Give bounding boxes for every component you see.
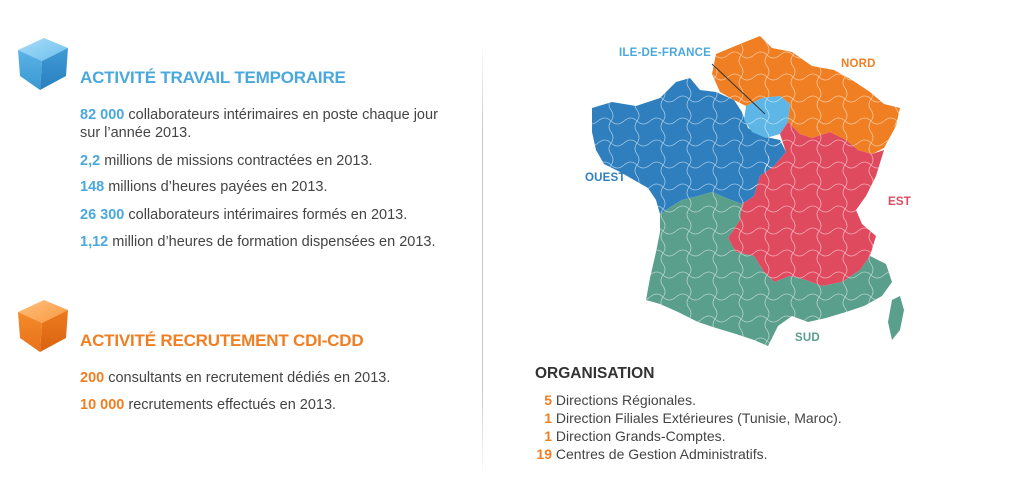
stat-item: 2,2 millions de missions contractées en 2013. [80,153,373,169]
org-item: 1 Direction Grands-Comptes. [544,428,726,444]
section-title-travail-temporaire: ACTIVITÉ TRAVAIL TEMPORAIRE [80,68,346,87]
org-item: 19 Centres de Gestion Administratifs. [536,446,768,462]
region-label-nord: NORD [841,58,876,70]
stat-item: 1,12 million d’heures de formation dispensées en 2013. [80,234,436,250]
section-title-recrutement: ACTIVITÉ RECRUTEMENT CDI-CDD [80,331,364,350]
divider [482,40,483,480]
region-sud-corse [888,296,904,340]
stat-item: 82 000 collaborateurs intérimaires en poste chaque jour sur l’année 2013. [80,107,438,141]
org-item: 1 Direction Filiales Extérieures (Tunisie, Maroc). [544,410,842,426]
stat-item: 10 000 recrutements effectués en 2013. [80,397,337,413]
region-label-sud: SUD [795,332,820,344]
france-map [560,30,920,360]
organisation-title: ORGANISATION [535,365,655,382]
stat-item: 200 consultants en recrutement dédiés en 2013. [80,370,391,386]
cube-icon-orange [14,296,72,356]
region-label-ouest: OUEST [585,172,626,184]
org-item: 5 Directions Régionales. [544,392,696,408]
cube-icon-blue [14,34,72,94]
region-label-ile-de-france: ILE-DE-FRANCE [619,47,712,59]
region-label-est: EST [888,196,911,208]
stat-item: 148 millions d’heures payées en 2013. [80,179,328,195]
stat-item: 26 300 collaborateurs intérimaires formés en 2013. [80,207,408,223]
